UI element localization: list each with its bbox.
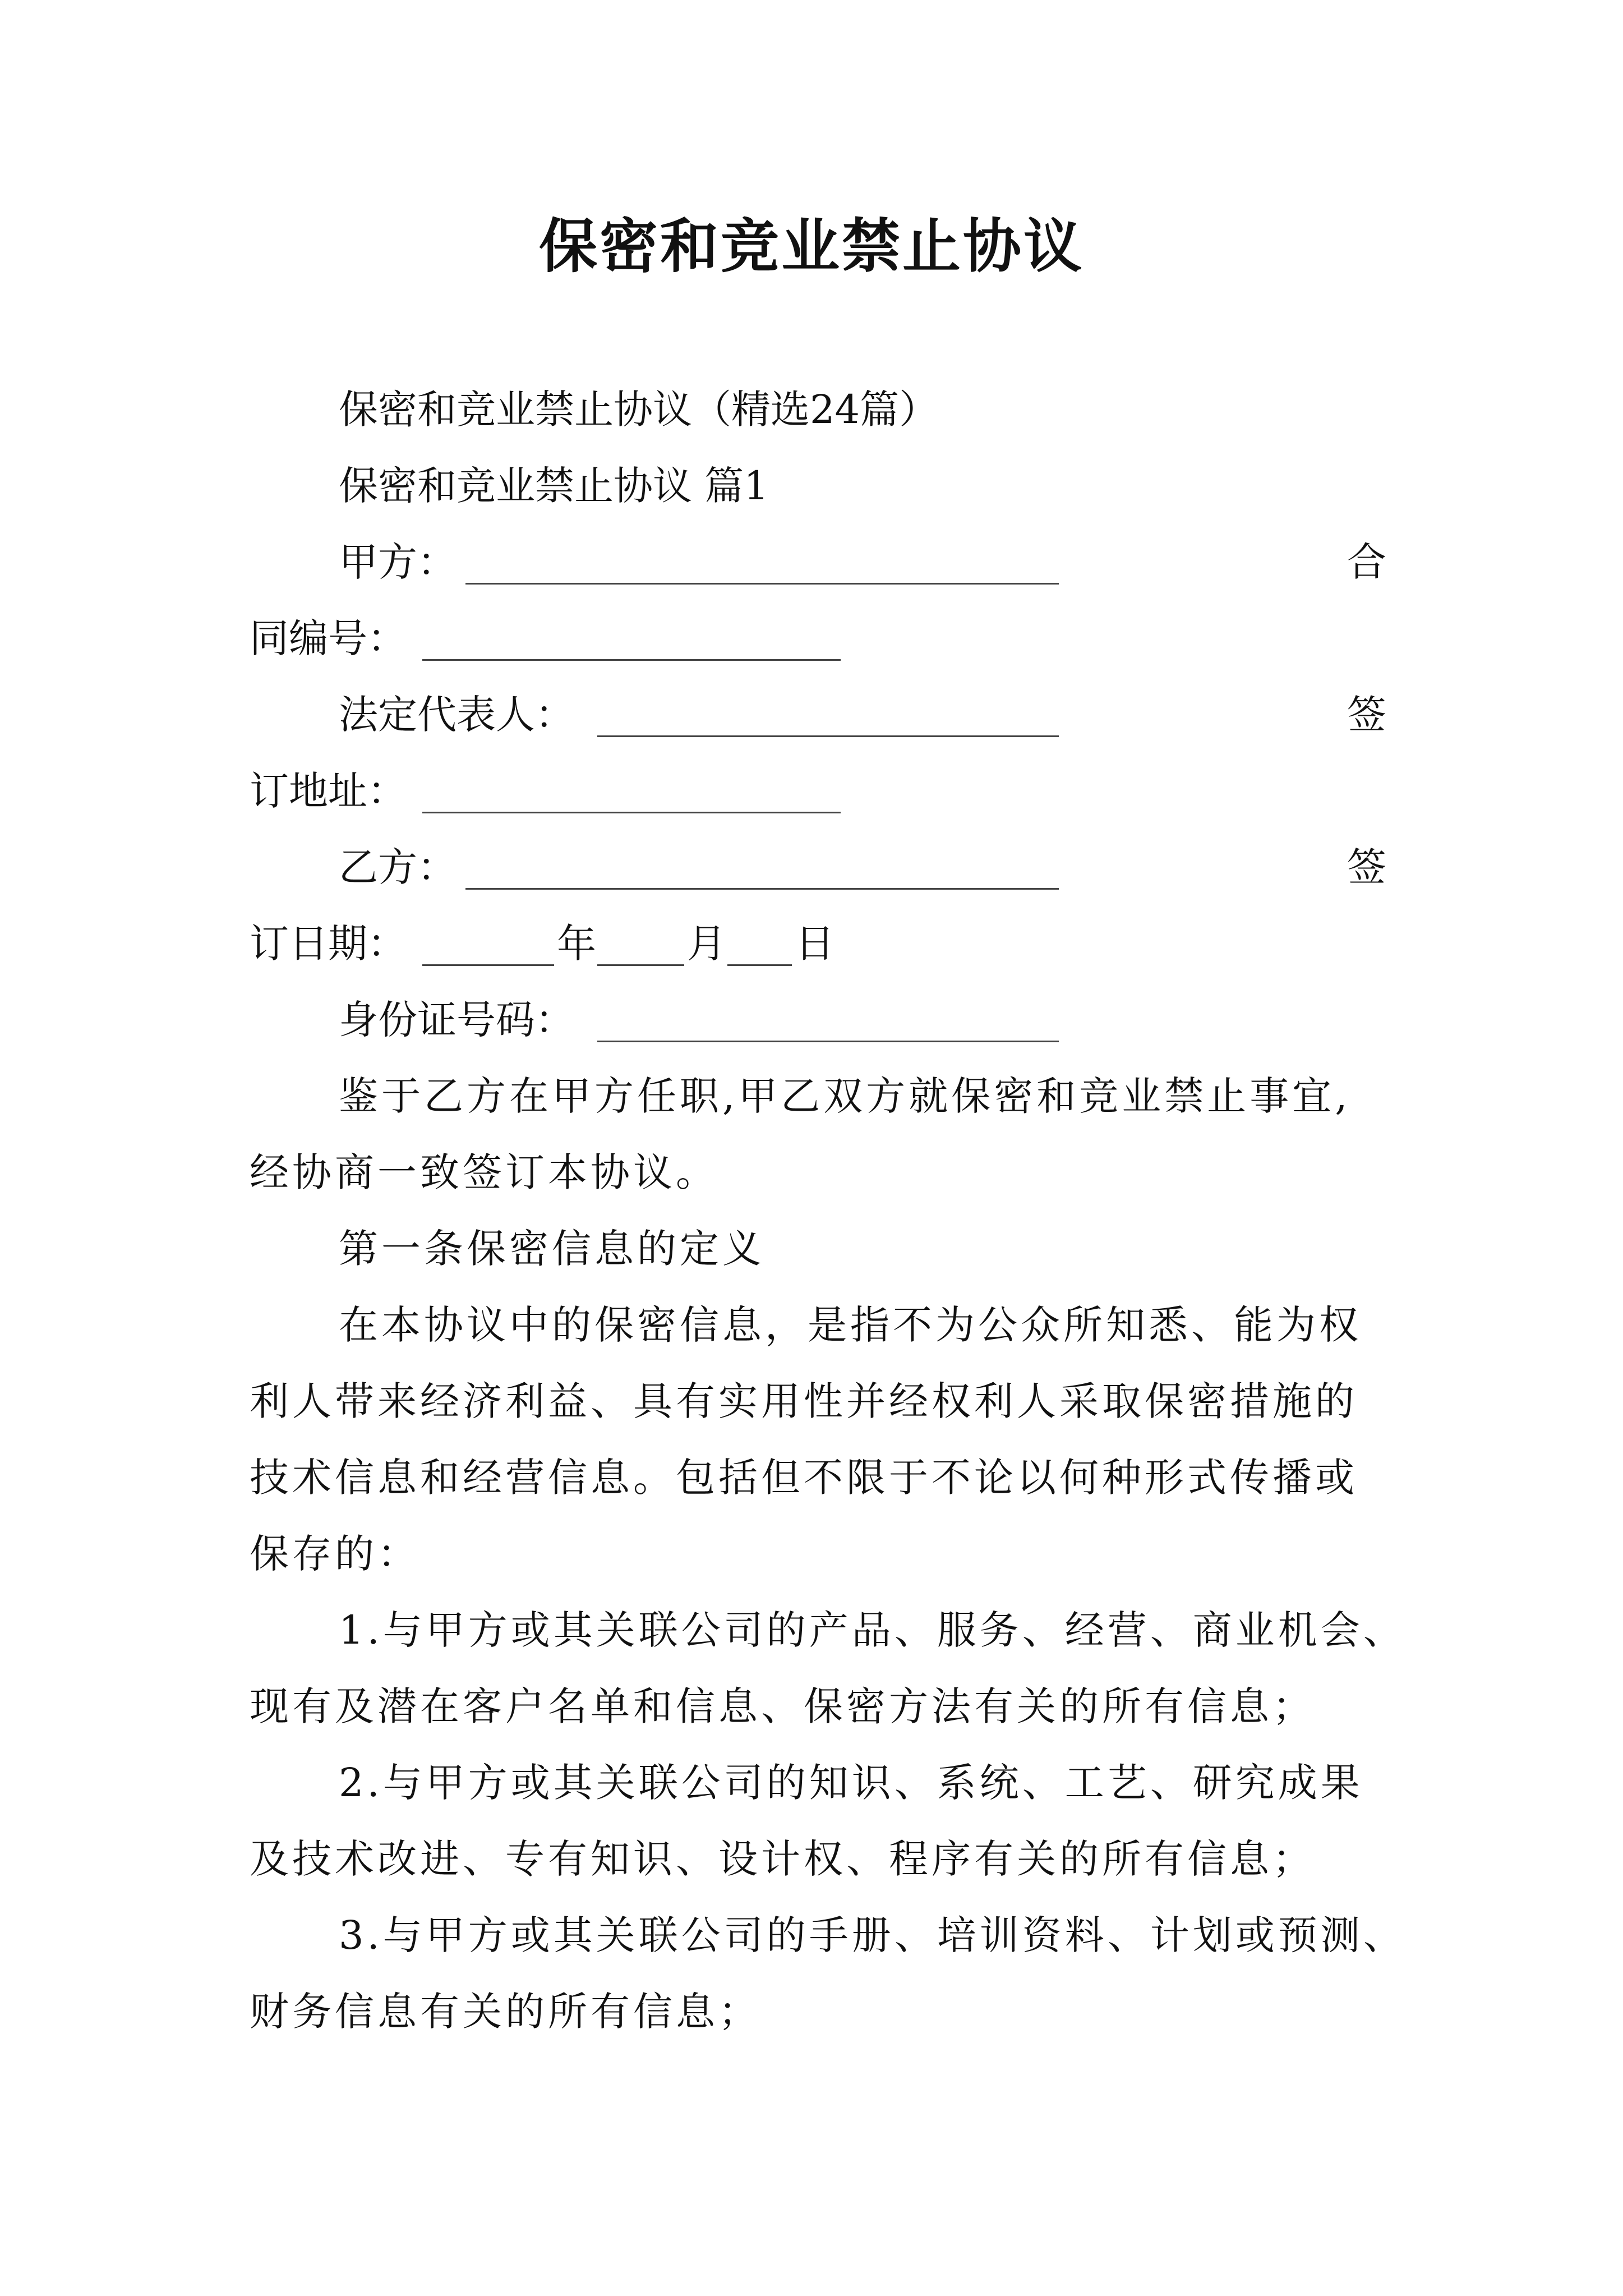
list-item-text: 财务信息有关的所有信息； (250, 1989, 761, 2035)
section-heading-line (0, 461, 1623, 511)
list-item-text: 2.与甲方或其关联公司的知识、系统、工艺、研究成果 (339, 1760, 1363, 1806)
subtitle-line (0, 384, 1623, 435)
contract-no-label: 同编号： (250, 615, 407, 661)
party-a-label: 甲方： (339, 539, 457, 585)
article-heading-line (0, 1223, 1623, 1274)
paragraph-line (0, 1300, 1623, 1350)
year-label: 年 (557, 921, 596, 967)
sign-date-month-blank[interactable] (597, 964, 684, 966)
list-item-text: 及技术改进、专有知识、设计权、程序有关的所有信息； (250, 1836, 1315, 1882)
day-label: 日 (795, 921, 834, 967)
list-item-line (0, 1757, 1623, 1808)
paragraph-text: 经协商一致签订本协议。 (250, 1149, 718, 1195)
sign-date-year-blank[interactable] (422, 964, 554, 966)
party-b-label: 乙方： (339, 844, 457, 890)
list-item-text: 1.与甲方或其关联公司的产品、服务、经营、商业机会、 (339, 1607, 1406, 1653)
sign-address-line (0, 766, 1623, 816)
party-a-blank[interactable] (465, 583, 1059, 585)
list-item-line (0, 1605, 1623, 1655)
id-number-blank[interactable] (597, 1041, 1059, 1042)
paragraph-text: 在本协议中的保密信息，是指不为公众所知悉、能为权 (339, 1302, 1362, 1348)
paragraph-line (0, 1529, 1623, 1579)
section-heading: 保密和竞业禁止协议 篇1 (339, 463, 769, 509)
paragraph-text: 利人带来经济利益、具有实用性并经权利人采取保密措施的 (250, 1378, 1358, 1424)
legal-rep-label: 法定代表人： (339, 692, 574, 738)
list-item-line (0, 1834, 1623, 1884)
paragraph-text: 保存的： (250, 1531, 420, 1577)
contract-no-label-start: 合 (1347, 539, 1386, 585)
paragraph-line (0, 1147, 1623, 1198)
sign-address-blank[interactable] (422, 812, 841, 813)
list-item-line (0, 1986, 1623, 2037)
list-item-line (0, 1910, 1623, 1961)
sign-date-day-blank[interactable] (727, 964, 792, 966)
party-a-line (0, 537, 1623, 587)
id-number-label: 身份证号码： (339, 997, 574, 1043)
sign-address-label-start: 签 (1347, 692, 1386, 738)
paragraph-line (0, 1376, 1623, 1427)
party-b-blank[interactable] (465, 888, 1059, 890)
party-b-line (0, 842, 1623, 892)
legal-rep-line (0, 689, 1623, 740)
sign-date-label: 订日期： (250, 921, 407, 967)
paragraph-line (0, 1452, 1623, 1503)
subtitle: 保密和竞业禁止协议（精选24篇） (339, 386, 939, 432)
contract-no-blank[interactable] (422, 659, 841, 661)
paragraph-line (0, 1071, 1623, 1121)
list-item-line (0, 1681, 1623, 1732)
paragraph-text: 鉴于乙方在甲方任职,甲乙双方就保密和竞业禁止事宜, (339, 1073, 1351, 1119)
sign-address-label: 订地址： (250, 768, 407, 814)
paragraph-text: 技术信息和经营信息。包括但不限于不论以何种形式传播或 (250, 1455, 1358, 1501)
sign-date-label-start: 签 (1347, 844, 1386, 890)
document-title: 保密和竞业禁止协议 (538, 211, 1084, 280)
id-number-line (0, 995, 1623, 1045)
month-label: 月 (687, 921, 726, 967)
legal-rep-blank[interactable] (597, 735, 1059, 737)
list-item-text: 3.与甲方或其关联公司的手册、培训资料、计划或预测、 (339, 1912, 1406, 1958)
contract-no-line (0, 613, 1623, 664)
sign-date-line (0, 918, 1623, 969)
article-heading: 第一条保密信息的定义 (339, 1226, 765, 1272)
list-item-text: 现有及潜在客户名单和信息、保密方法有关的所有信息； (250, 1683, 1315, 1729)
